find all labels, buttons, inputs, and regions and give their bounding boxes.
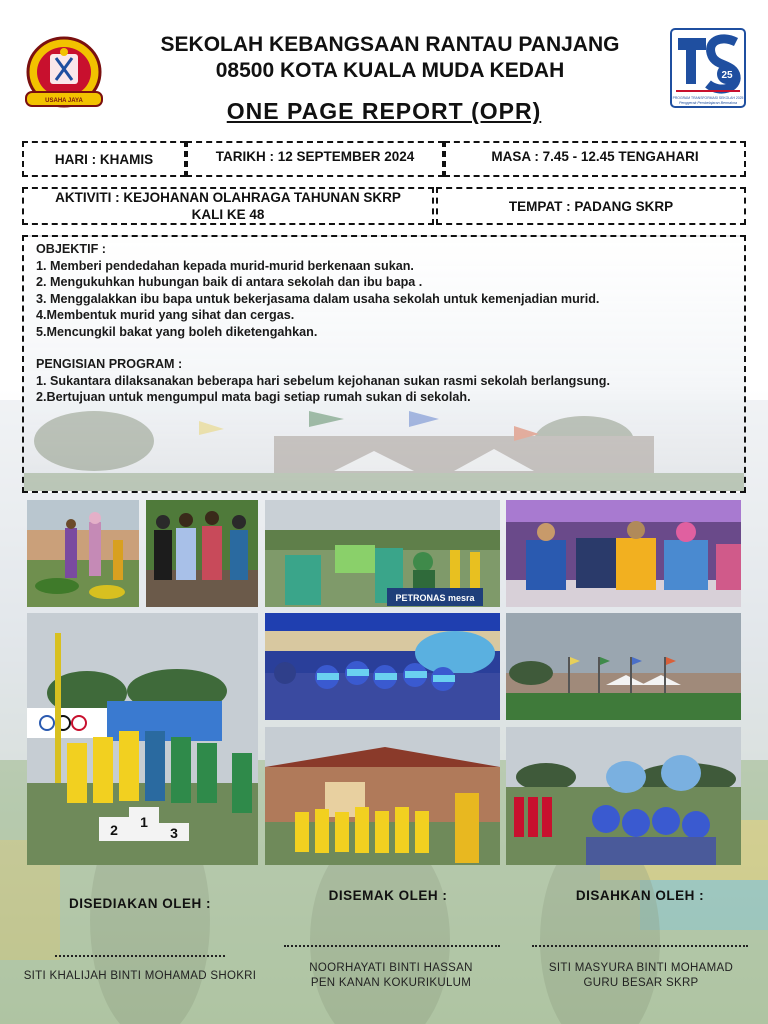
- photo-four-teachers: [146, 500, 258, 607]
- photo-blue-masked-team: [265, 613, 500, 720]
- podium-first: 1: [140, 814, 148, 830]
- checked-by-name-text: NOORHAYATI BINTI HASSAN: [309, 962, 473, 974]
- objective-item: 3. Menggalakkan ibu bapa untuk bekerjasama dalam usaha sekolah untuk kemenjadian murid.: [36, 291, 600, 306]
- prepared-by-name: SITI KHALIJAH BINTI MOHAMAD SHOKRI: [23, 970, 257, 982]
- objective-item: 2. Mengukuhkan hubungan baik di antara sekolah dan ibu bapa .: [36, 275, 423, 289]
- checked-by-name: [268, 961, 514, 991]
- date-field: TARIKH : 12 SEPTEMBER 2024: [186, 141, 444, 177]
- approved-by-label: DISAHKAN OLEH :: [575, 888, 705, 903]
- program-content-item: 1. Sukantara dilaksanakan beberapa hari sebelum kejohanan sukan rasmi sekolah berlangsung.: [36, 373, 610, 388]
- program-content-item: 2.Bertujuan untuk mengumpul mata bagi setiap rumah sukan di sekolah.: [36, 390, 471, 404]
- photo-costume-parade: [265, 500, 500, 607]
- program-content-title: PENGISIAN PROGRAM :: [36, 357, 183, 371]
- activity-field: [22, 187, 434, 225]
- photo-blue-parade-field: [506, 727, 741, 865]
- approved-by-signature-line: [532, 945, 748, 947]
- objectives-background-photo: [24, 401, 744, 491]
- ts25-logo-tagline: Penggerak Pembelajaran Bermakna: [679, 101, 737, 105]
- activity-line2: KALI KE 48: [191, 207, 265, 222]
- prepared-by-signature-line: [55, 955, 225, 957]
- photo-podium-winners: [27, 613, 258, 865]
- prepared-by-label: DISEDIAKAN OLEH :: [68, 896, 211, 911]
- school-name-line1: SEKOLAH KEBANGSAAN RANTAU PANJANG: [160, 33, 620, 56]
- report-header: [0, 0, 768, 140]
- ts25-logo-text: PROGRAM TRANSFORMASI SEKOLAH 2025: [672, 96, 744, 100]
- checked-by-title: PEN KANAN KOKURIKULUM: [310, 977, 472, 989]
- objectives-title: OBJEKTIF :: [36, 242, 106, 256]
- venue-field: TEMPAT : PADANG SKRP: [436, 187, 746, 225]
- checked-by-label: DISEMAK OLEH :: [328, 888, 448, 903]
- objectives-section: [22, 235, 746, 493]
- approved-by-name-text: SITI MASYURA BINTI MOHAMAD: [548, 962, 734, 974]
- checked-by-signature-line: [284, 945, 500, 947]
- day-field: HARI : KHAMIS: [22, 141, 186, 177]
- activity-line1: AKTIVITI : KEJOHANAN OLAHRAGA TAHUNAN SKRP: [55, 190, 401, 205]
- school-name: [120, 32, 660, 84]
- objective-item: 5.Mencungkil bakat yang boleh diketengahkan.: [36, 324, 318, 339]
- crest-motto: USAHA JAYA: [45, 98, 83, 104]
- time-field: MASA : 7.45 - 12.45 TENGAHARI: [444, 141, 746, 177]
- podium-second: 2: [110, 822, 118, 838]
- photo-field-tents-flags: [506, 613, 741, 720]
- objective-item: 4.Membentuk murid yang sihat dan cergas.: [36, 308, 295, 322]
- report-title: ONE PAGE REPORT (OPR): [226, 98, 542, 124]
- photo-teachers-courtyard: [27, 500, 139, 607]
- photo-guests-tent: [506, 500, 741, 607]
- photo-yellow-team-building: [265, 727, 500, 865]
- school-crest-logo: [22, 34, 106, 114]
- objective-item: 1. Memberi pendedahan kepada murid-murid berkenaan sukan.: [36, 258, 414, 273]
- ts25-logo: [670, 28, 746, 108]
- school-name-line2: 08500 KOTA KUALA MUDA KEDAH: [215, 59, 565, 82]
- podium-third: 3: [170, 825, 178, 841]
- svg-text:25: 25: [721, 70, 733, 81]
- approved-by-name: [518, 961, 764, 991]
- banner-text: PETRONAS mesra: [395, 593, 475, 603]
- approved-by-title: GURU BESAR SKRP: [583, 977, 699, 989]
